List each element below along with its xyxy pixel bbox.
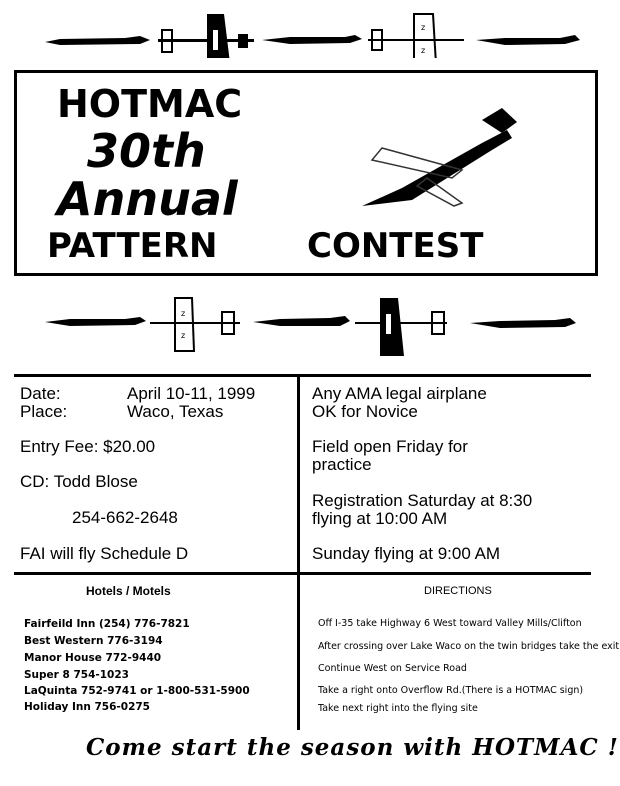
registration-line-2: flying at 10:00 AM — [312, 509, 448, 528]
airplane-side-icon — [476, 35, 580, 45]
date-value: April 10-11, 1999 — [127, 384, 256, 403]
title-line-pattern: PATTERN — [47, 226, 218, 266]
contest-director: CD: Todd Blose — [20, 472, 138, 491]
date-label: Date: — [20, 384, 61, 403]
title-line-30th: 30th — [87, 124, 206, 178]
directions-heading: DIRECTIONS — [424, 585, 492, 597]
ama-line-1: Any AMA legal airplane — [312, 384, 487, 403]
hotel-item: LaQuinta 752-9741 or 1-800-531-5900 — [24, 685, 250, 697]
hotel-item: Super 8 754-1023 — [24, 669, 129, 681]
entry-fee: Entry Fee: $20.00 — [20, 437, 156, 456]
hotels-heading: Hotels / Motels — [86, 584, 171, 598]
sunday-note: Sunday flying at 9:00 AM — [312, 544, 501, 563]
field-line-1: Field open Friday for — [312, 437, 468, 456]
airplane-side-icon — [45, 317, 146, 326]
airplane-top-icon — [158, 14, 254, 58]
direction-step: Off I-35 take Highway 6 West toward Valley Mills/Clifton — [318, 618, 582, 629]
airplane-side-icon — [262, 35, 362, 44]
registration-line-1: Registration Saturday at 8:30 — [312, 491, 533, 510]
direction-step: Take a right onto Overflow Rd.(There is a HOTMAC sign) — [318, 685, 584, 696]
airplane-side-icon — [253, 316, 350, 326]
airplane-side-icon — [45, 36, 150, 45]
grid-middle-rule — [14, 572, 591, 575]
airplane-side-icon — [470, 318, 576, 328]
direction-step: After crossing over Lake Waco on the twin bridges take the exit — [318, 641, 620, 652]
svg-text:z: z — [421, 46, 426, 55]
airplane-top-icon — [368, 14, 464, 58]
grid-top-rule — [14, 374, 591, 377]
hotel-item: Fairfeild Inn (254) 776-7821 — [24, 618, 190, 630]
direction-step: Take next right into the flying site — [318, 703, 478, 714]
place-label: Place: — [20, 402, 68, 421]
hotel-item: Best Western 776-3194 — [24, 635, 163, 647]
svg-text:z: z — [421, 23, 426, 32]
airplane-top-icon — [150, 298, 240, 351]
hotel-item: Manor House 772-9440 — [24, 652, 162, 664]
svg-text:z: z — [181, 331, 186, 340]
title-box — [14, 70, 598, 276]
fai-note: FAI will fly Schedule D — [20, 544, 189, 563]
direction-step: Continue West on Service Road — [318, 663, 467, 674]
svg-text:z: z — [181, 309, 186, 318]
footer-tagline: Come start the season with HOTMAC ! — [86, 734, 619, 761]
title-line-annual: Annual — [57, 172, 238, 226]
middle-airplane-row — [0, 296, 620, 356]
airplane-photo-icon — [342, 108, 532, 218]
airplane-top-icon — [355, 298, 447, 356]
title-line-hotmac: HOTMAC — [57, 82, 243, 126]
top-airplane-row — [0, 8, 620, 58]
hotel-item: Holiday Inn 756-0275 — [24, 701, 150, 713]
field-line-2: practice — [312, 455, 372, 474]
title-line-contest: CONTEST — [307, 226, 484, 266]
ama-line-2: OK for Novice — [312, 402, 418, 421]
grid-vertical-divider — [297, 376, 300, 730]
place-value: Waco, Texas — [127, 402, 224, 421]
cd-phone: 254-662-2648 — [72, 508, 178, 527]
